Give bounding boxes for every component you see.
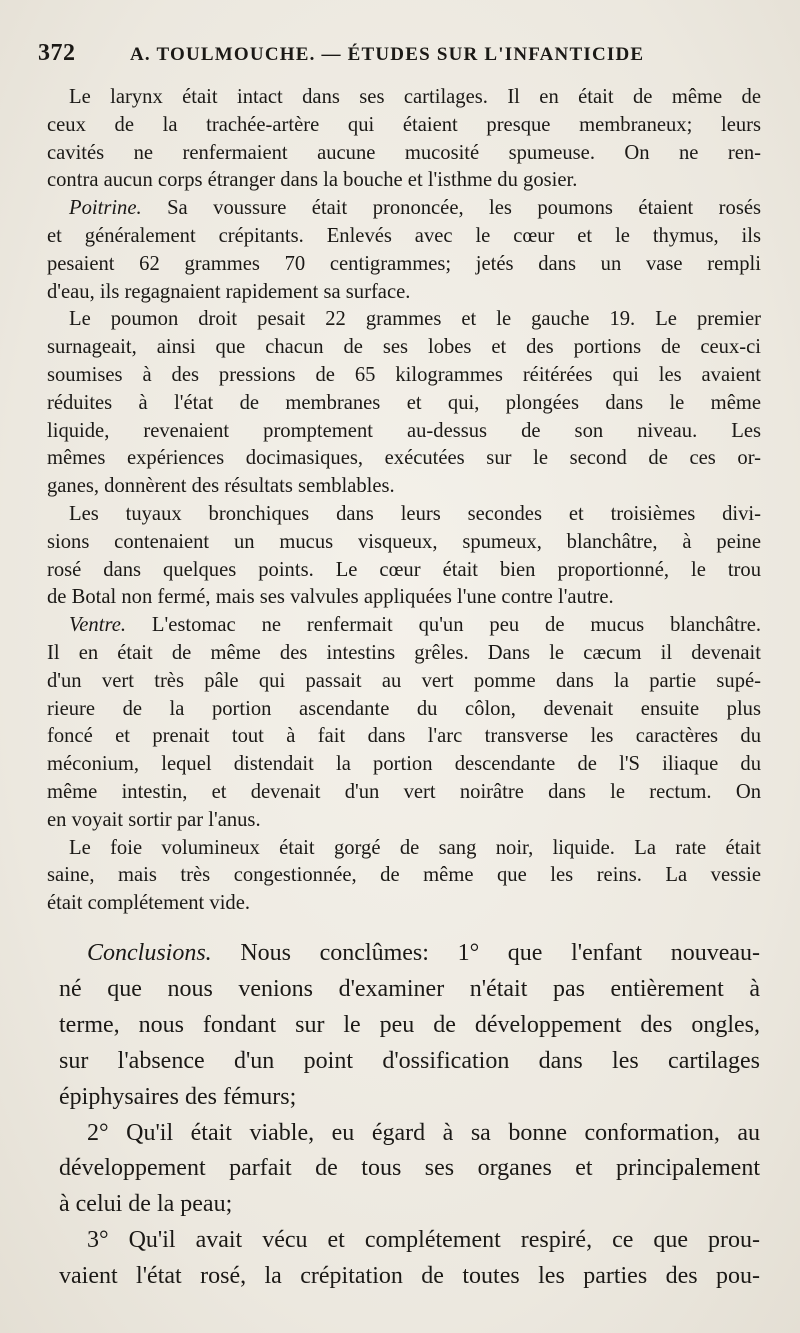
- text-line: [47, 723, 761, 751]
- page-number: 372: [38, 40, 76, 66]
- page-header: [38, 40, 760, 74]
- line-text: 3° Qu'il avait vécu et complétement respiré, ce que prou-: [87, 1227, 760, 1254]
- line-text: Il en était de même des intestins grêles. Dans le cæcum il devenait: [47, 641, 761, 664]
- line-text: soumises à des pressions de 65 kilogrammes réitérées qui les avaient: [47, 363, 761, 386]
- line-text: 2° Qu'il était viable, eu égard à sa bonne conformation, au: [87, 1119, 760, 1146]
- conclusion-line: [59, 1044, 760, 1080]
- conclusion-line: [59, 972, 760, 1008]
- text-line: [47, 140, 761, 168]
- text-line: [47, 251, 761, 279]
- text-line: [47, 195, 761, 223]
- text-line: [47, 279, 761, 307]
- line-text: mêmes expériences docimasiques, exécutées sur le second de ces or-: [47, 447, 761, 470]
- line-text: même intestin, et devenait d'un vert noirâtre dans le rectum. On: [47, 780, 761, 803]
- line-text: sur l'absence d'un point d'ossification dans les cartilages: [59, 1047, 760, 1074]
- text-line: [47, 835, 761, 863]
- line-text: cavités ne renfermaient aucune mucosité spumeuse. On ne ren-: [47, 141, 761, 164]
- line-text: développement parfait de tous ses organes et principalement: [59, 1155, 760, 1182]
- line-text: d'eau, ils regagnaient rapidement sa surface.: [47, 280, 411, 303]
- conclusion-line: [59, 1151, 760, 1187]
- line-text: surnageait, ainsi que chacun de ses lobes et des portions de ceux-ci: [47, 336, 761, 359]
- text-line: [47, 112, 761, 140]
- conclusion-line: [59, 936, 760, 972]
- conclusion-line: [59, 1008, 760, 1044]
- line-text: Nous conclûmes: 1° que l'enfant nouveau-: [211, 940, 760, 966]
- line-text: terme, nous fondant sur le peu de développement des ongles,: [59, 1011, 760, 1038]
- text-line: [47, 445, 761, 473]
- autopsy-report-text: [47, 84, 761, 918]
- text-line: [47, 612, 761, 640]
- conclusion-line: [59, 1223, 760, 1259]
- line-text: Les tuyaux bronchiques dans leurs secondes et troisièmes divi-: [69, 502, 761, 525]
- line-text: en voyait sortir par l'anus.: [47, 808, 261, 831]
- line-text: né que nous venions d'examiner n'était pas entièrement à: [59, 975, 760, 1002]
- text-line: [47, 167, 761, 195]
- line-text: ganes, donnèrent des résultats semblables.: [47, 475, 395, 498]
- text-line: [47, 584, 761, 612]
- line-text: Sa voussure était prononcée, les poumons étaient rosés: [141, 197, 761, 220]
- line-text: réduites à l'état de membranes et qui, plongées dans le même: [47, 391, 761, 414]
- text-line: [47, 529, 761, 557]
- text-line: [47, 362, 761, 390]
- section-heading: Ventre.: [69, 614, 126, 637]
- line-text: d'un vert très pâle qui passait au vert pomme dans la partie supé-: [47, 669, 761, 692]
- text-line: [47, 306, 761, 334]
- line-text: foncé et prenait tout à fait dans l'arc transverse les caractères du: [47, 725, 761, 748]
- line-text: ceux de la trachée-artère qui étaient presque membraneux; leurs: [47, 113, 761, 136]
- line-text: L'estomac ne renfermait qu'un peu de mucus blanchâtre.: [126, 614, 761, 637]
- line-text: à celui de la peau;: [59, 1191, 233, 1218]
- line-text: Le foie volumineux était gorgé de sang noir, liquide. La rate était: [69, 836, 761, 859]
- line-text: Le larynx était intact dans ses cartilages. Il en était de même de: [69, 86, 761, 108]
- text-line: [47, 390, 761, 418]
- line-text: vaient l'état rosé, la crépitation de toutes les parties des pou-: [59, 1263, 760, 1290]
- line-text: Le poumon droit pesait 22 grammes et le gauche 19. Le premier: [69, 308, 761, 331]
- line-text: saine, mais très congestionnée, de même que les reins. La vessie: [47, 864, 761, 887]
- line-text: contra aucun corps étranger dans la bouche et l'isthme du gosier.: [47, 169, 578, 192]
- line-text: de Botal non fermé, mais ses valvules appliquées l'une contre l'autre.: [47, 586, 614, 609]
- section-heading: Poitrine.: [69, 197, 142, 220]
- text-line: [47, 668, 761, 696]
- text-line: [47, 890, 761, 918]
- line-text: était complétement vide.: [47, 892, 251, 915]
- text-line: [47, 640, 761, 668]
- text-line: [47, 862, 761, 890]
- text-line: [47, 223, 761, 251]
- line-text: et généralement crépitants. Enlevés avec le cœur et le thymus, ils: [47, 224, 761, 247]
- conclusion-line: [59, 1080, 760, 1116]
- conclusion-line: [59, 1116, 760, 1152]
- text-line: [47, 334, 761, 362]
- line-text: épiphysaires des fémurs;: [59, 1083, 297, 1110]
- line-text: pesaient 62 grammes 70 centigrammes; jetés dans un vase rempli: [47, 252, 761, 275]
- text-line: [47, 779, 761, 807]
- line-text: liquide, revenaient promptement au-dessus de son niveau. Les: [47, 419, 761, 442]
- text-line: [47, 696, 761, 724]
- text-line: [47, 84, 761, 112]
- line-text: rieure de la portion ascendante du côlon, devenait ensuite plus: [47, 697, 761, 720]
- line-text: rosé dans quelques points. Le cœur était bien proportionné, le trou: [47, 558, 761, 581]
- conclusions-text: [59, 936, 760, 1295]
- conclusion-line: [59, 1187, 760, 1223]
- line-text: méconium, lequel distendait la portion descendante de l'S iliaque du: [47, 753, 761, 776]
- conclusion-line: [59, 1259, 760, 1295]
- text-line: [47, 473, 761, 501]
- text-line: [47, 501, 761, 529]
- running-head: A. TOULMOUCHE. — ÉTUDES SUR L'INFANTICIDE: [130, 44, 645, 65]
- line-text: sions contenaient un mucus visqueux, spumeux, blanchâtre, à peine: [47, 530, 761, 553]
- section-heading: Conclusions.: [87, 940, 212, 966]
- text-line: [47, 557, 761, 585]
- text-line: [47, 418, 761, 446]
- text-line: [47, 807, 761, 835]
- text-line: [47, 751, 761, 779]
